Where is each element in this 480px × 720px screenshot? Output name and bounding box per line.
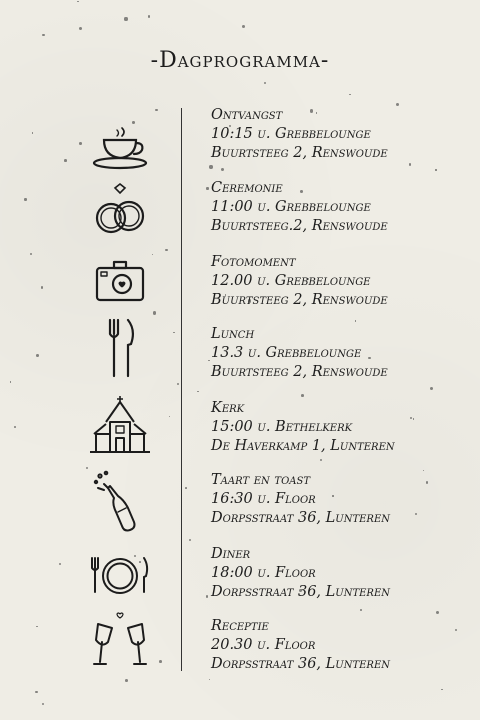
- item-time: 16:30 u. Floor: [211, 491, 316, 507]
- item-address: Dorpsstraat 36, Lunteren: [211, 510, 391, 526]
- paper-speck: [42, 34, 44, 36]
- item-address: De Haverkamp 1, Lunteren: [211, 438, 395, 454]
- paper-speck: [124, 17, 127, 20]
- program-item: [0, 324, 480, 394]
- item-name: Lunch: [211, 326, 255, 342]
- program-item: [0, 178, 480, 248]
- program-item: [0, 104, 480, 174]
- camera-icon: [84, 254, 156, 318]
- paper-speck: [77, 1, 78, 2]
- item-name: Fotomoment: [211, 254, 296, 270]
- church-icon: [84, 394, 156, 458]
- program-item: [0, 470, 480, 540]
- item-time: 18:00 u. Floor: [211, 565, 316, 581]
- item-name: Ontvangst: [211, 107, 283, 123]
- paper-speck: [301, 394, 304, 397]
- item-time: 10:15 u. Grebbelounge: [211, 126, 371, 142]
- item-time: 12.00 u. Grebbelounge: [211, 273, 371, 289]
- paper-speck: [35, 691, 37, 693]
- item-time: 15:00 u. Bethelkerk: [211, 419, 353, 435]
- item-name: Taart en toast: [211, 472, 311, 488]
- paper-speck: [264, 82, 266, 84]
- coffee-cup-icon: [84, 118, 156, 182]
- program-item: [0, 544, 480, 614]
- page-title: -Dagprogramma-: [150, 48, 330, 73]
- item-address: Buurtsteeg.2, Renswoude: [211, 218, 388, 234]
- item-name: Receptie: [211, 618, 269, 634]
- fork-knife-icon: [84, 316, 156, 380]
- dinner-plate-icon: [84, 546, 156, 610]
- item-address: Buurtsteeg 2, Renswoude: [211, 364, 388, 380]
- champagne-bottle-icon: [84, 470, 156, 534]
- champagne-glasses-icon: [84, 610, 156, 674]
- item-address: Dorpsstraat 36, Lunteren: [211, 656, 391, 672]
- paper-speck: [441, 689, 442, 690]
- item-name: Kerk: [211, 400, 245, 416]
- item-time: 20.30 u. Floor: [211, 637, 316, 653]
- paper-speck: [148, 15, 150, 17]
- program-item: [0, 616, 480, 686]
- paper-speck: [349, 94, 351, 96]
- item-address: Buurtsteeg 2, Renswoude: [211, 145, 388, 161]
- wedding-rings-icon: [84, 180, 156, 244]
- item-address: Buurtsteeg 2, Renswoude: [211, 292, 388, 308]
- item-name: Diner: [211, 546, 251, 562]
- item-address: Dorpsstraat 36, Lunteren: [211, 584, 391, 600]
- program-item: [0, 252, 480, 322]
- program-item: [0, 398, 480, 468]
- item-time: 11:00 u. Grebbelounge: [211, 199, 371, 215]
- item-name: Ceremonie: [211, 180, 283, 196]
- item-time: 13.3 u. Grebbelounge: [211, 345, 362, 361]
